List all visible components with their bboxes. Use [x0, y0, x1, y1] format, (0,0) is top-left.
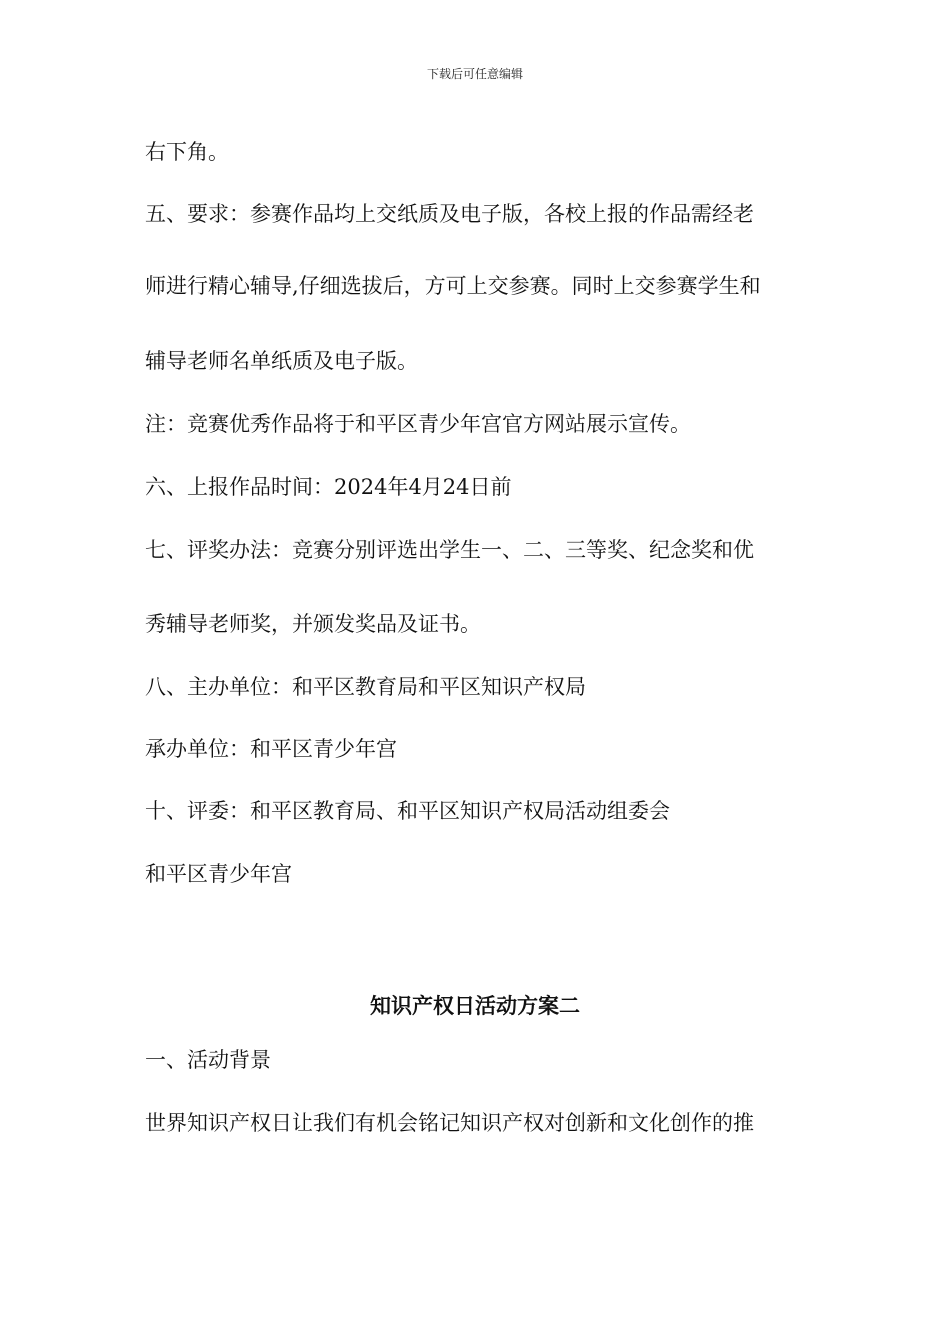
paragraph-line: 师进行精心辅导,仔细选拔后，方可上交参赛。同时上交参赛学生和: [145, 274, 761, 298]
paragraph-line: 和平区青少年宫: [145, 862, 292, 886]
paragraph-line: 六、上报作品时间：2024年4月24日前: [145, 475, 512, 499]
paragraph-line: 十、评委：和平区教育局、和平区知识产权局活动组委会: [145, 799, 670, 823]
paragraph-line: 注：竞赛优秀作品将于和平区青少年宫官方网站展示宣传。: [145, 412, 691, 436]
paragraph-line: 世界知识产权日让我们有机会铭记知识产权对创新和文化创作的推: [145, 1111, 754, 1135]
paragraph-line: 承办单位：和平区青少年宫: [145, 737, 397, 761]
section-heading: 一、活动背景: [145, 1048, 271, 1072]
page-header-note: 下载后可任意编辑: [426, 67, 523, 81]
paragraph-line: 右下角。: [145, 140, 229, 164]
paragraph-line: 辅导老师名单纸质及电子版。: [145, 349, 418, 373]
paragraph-line: 五、要求：参赛作品均上交纸质及电子版，各校上报的作品需经老: [145, 202, 754, 226]
paragraph-line: 八、主办单位：和平区教育局和平区知识产权局: [145, 675, 586, 699]
section-title: 知识产权日活动方案二: [370, 993, 580, 1018]
paragraph-line: 秀辅导老师奖，并颁发奖品及证书。: [145, 612, 481, 636]
paragraph-line: 七、评奖办法：竞赛分别评选出学生一、二、三等奖、纪念奖和优: [145, 538, 754, 562]
